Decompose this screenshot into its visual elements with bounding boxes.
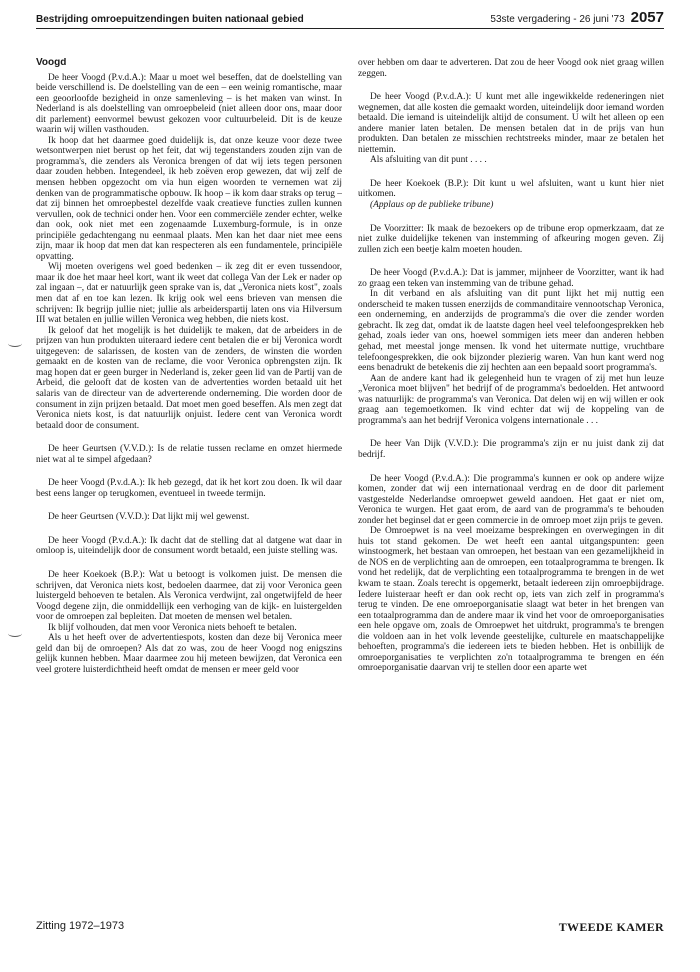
paragraph: De Omroepwet is na veel moeizame besprekingen en overwegingen in dit huis tot stand gekomen. De wet heeft een aantal uitgangspunten: geen winstoogmerk, het bestaan van omroepen, het bestaan van een gezamelijkheid in de NOS en de verplichting aan de omroepen, een totaalprogramma te brengen. Ik vond het redelijk, dat de verplichting een totaalprogramma te brengen in de wet kwam te staan. Zoals terecht is opgemerkt, betaalt iedereen zijn omroepbijdrage. Iedere luisteraar heeft er dan ook recht op, iets van zich zelf in programma's terug te vinden. De ene omroeporganisatie slaagt wat beter in het brengen van een totaalprogramma dan de andere maar ik vind het voor de omroeporganisaties een hele opgave om, zoals de Omroepwet het uitdrukt, programma's te brengen die voldoen aan in het volk levende geestelijke, culturele en maatschappelijke behoeften, programma's die iedereen iets te bieden hebben. Het is onbillijk de omroeporganisaties te verplichten zo'n totaalprogramma te brengen en één omroeporganisatie daarvan vrij te stellen door een aparte wet — [358, 526, 664, 674]
section-title: Voogd — [36, 58, 67, 68]
header-title: Bestrijding omroepuitzendingen buiten nationaal gebied — [36, 14, 304, 25]
margin-mark — [8, 340, 22, 347]
footer-session: Zitting 1972–1973 — [36, 920, 125, 932]
paragraph: De Voorzitter: Ik maak de bezoekers op de tribune erop opmerkzaam, dat ze niet zulke duidelijke tekenen van instemming of afkeuring mogen geven. Zij zullen zich een beetje kalm moeten houden. — [358, 223, 664, 255]
paragraph: De heer Geurtsen (V.V.D.): Dat lijkt mij wel gewenst. — [48, 512, 250, 523]
paragraph: De heer Koekoek (B.P.): Dit kunt u wel afsluiten, want u kunt hier niet uitkomen. — [358, 178, 664, 200]
paragraph: De heer Voogd (P.v.d.A.): Maar u moet wel beseffen, dat de doelstelling van beide verschillend is. De doelstelling van de een – een weinig romantische, maar een geoorloofde bezigheid in onze samenleving – is het maken van winst. In Nederland is als doelstelling van omroepbeleid (niet alleen door ons, maar door dit parlement) eenvormel bewust gekozen voor cultuurbeleid. Dit is de keuze waarin wij willen vasthouden. — [36, 72, 342, 136]
page-footer — [36, 920, 664, 935]
paragraph: Wij moeten overigens wel goed bedenken – ik zeg dit er even tussendoor, maar ik doe het maar heel kort, want ik weet dat collega Van der Lek er nader op zal ingaan –, dat er natuurlijk geen sprake van is, dat „Veronica niets kost", zoals men dat af en toe kan lezen. Ik krijg ook wel eens brieven van mensen die schrijven: Ik begrijp jullie niet; jullie als arbeiderspartij laten ons via Hilversum III wat betalen en jullie willen Veronica weg hebben, die niets kost. — [36, 262, 342, 326]
paragraph: De heer Van Dijk (V.V.D.): Die programma's zijn er nu juist dank zij dat bedrijf. — [358, 439, 664, 460]
text-columns — [36, 58, 664, 916]
paragraph: De heer Voogd (P.v.d.A.): Ik heb gezegd, dat ik het kort zou doen. Ik wil daar best eens langer op terugkomen, eventueel in tweede termijn. — [36, 478, 342, 499]
paragraph: De heer Voogd (P.v.d.A.): Die programma's kunnen er ook op andere wijze komen, zonder dat wij een internationaal verdrag en de door dit parlement vastgestelde Nederlandse omroepwet geweld aandoen. Het gaat er niet om, Veronica te wurgen. Het gaat erom, de aard van de programma's te behouden zonder het beginsel dat er geen commercie in de omroep moet zijn prijs te geven. — [358, 473, 664, 526]
header-right — [490, 9, 664, 28]
paragraph: De heer Koekoek (B.P.): Wat u betoogt is volkomen juist. De mensen die schrijven, dat Veronica niets kost, bedoelen daarmee, dat zij voor Veronica geen luistergeld behoeven te betalen. Als Veronica verdwijnt, zal ongetwijfeld de heer Voogd degene zijn, die onmiddellijk een verhoging van de kijk- en luistergelden voor de omroepen zal bepleiten. Dat moeten de mensen wel betalen. — [36, 569, 342, 623]
paragraph: De heer Voogd (P.v.d.A.): Dat is jammer, mijnheer de Voorzitter, want ik had zo graag een teken van instemming van de tribune gehad. — [358, 268, 664, 289]
paragraph: Als afsluiting van dit punt . . . . — [370, 155, 487, 166]
header-session: 53ste vergadering - 26 juni '73 — [490, 14, 625, 25]
paragraph: Ik blijf volhouden, dat men voor Veronica niets behoeft te betalen. — [48, 622, 297, 633]
paragraph: Ik hoop dat het daarmee goed duidelijk is, dat onze keuze voor deze twee wetsontwerpen niet berust op het feit, dat wij tegenstanders zouden zijn van de programma's, die zenders als Veronica brengen of dat wij iets tegen personen daar zouden hebben. Integendeel, ik heb zoëven erop gewezen, dat wij zelf de mensen hebben opgezocht om via hun eigen woorden te vernemen wat zij denken van de programmatische opbouw. Ik hoop – ik kom daar straks op terug – dat zij binnen het omroepbestel dezelfde vaak creatieve functies zullen kunnen vervullen, ook de technici onder hen. Voor een commerciële zender echter, welke dan ook, ook niet met een zogenaamde Luxemburg-formule, is in onze principiële gedachtengang nu eenmaal plaats. Men kan het daar niet mee eens zijn, maar ik hoop dat men dat kan respecteren als een fundamentele, principiële opvatting. — [36, 135, 342, 262]
running-header — [36, 6, 664, 29]
paragraph: Ik geloof dat het mogelijk is het duidelijk te maken, dat de arbeiders in de prijzen van hun produkten uiteraard iedere cent betalen die er bij Veronica wordt uitgegeven: de salarissen, de kosten van de zenders, de winsten die worden gemaakt en de kosten van de reclame, die voor Veronica opbrengsten zijn. Ik mag hopen dat er geen burger in Nederland is, zeker geen lid van de Partij van de Arbeid, die gelooft dat de kosten van de advertenties worden betaald uit het salaris van de directeur van de adverterende onderneming. Die worden door de consument in zijn prijzen betaald. Dat moet men goed beseffen. Als men zegt dat Veronica niets kost, is dat natuurlijk onjuist. Iedere cent van Veronica wordt betaald door de consument. — [36, 325, 342, 431]
right-column — [358, 58, 664, 916]
paragraph: Als u het heeft over de advertentiespots, kosten dan deze bij Veronica meer geld dan bij de omroepen? Als dat zo was, zou de heer Voogd nog enigszins gelijk kunnen hebben. Maar daarmee zou hij meteen bewijzen, dat Veronica een veel grotere luisterdichtheid heeft omdat de mensen er meer geld voor — [36, 633, 342, 675]
paragraph: In dit verband en als afsluiting van dit punt lijkt het mij nuttig een onderscheid te maken tussen enerzijds de commanditaire vennootschap Veronica, een onderneming, en anderzijds de programma's die over die zender worden gebracht. Ik zeg dat, omdat ik de laatste dagen heel veel telefoongesprekken heb gehad, zoals ieder van ons, hoewel sommigen iets meer dan anderen hebben gehad, met meestal jonge mensen. Ik vond het uitermate nuttige, vruchtbare telefoongesprekken, die ook bijzonder plezierig waren. Van hun kant werd nog eens benadrukt de betekenis die zij hechten aan een bepaald soort programma's. — [358, 289, 664, 374]
left-column — [36, 58, 342, 916]
footer-chamber: TWEEDE KAMER — [558, 920, 664, 934]
paragraph: over hebben om daar te adverteren. Dat zou de heer Voogd ook niet graag willen zeggen. — [358, 58, 664, 79]
paragraph: De heer Voogd (P.v.d.A.): Ik dacht dat de stelling dat al datgene wat daar in omloop is, uiteindelijk door de consument wordt betaald, een juiste stelling was. — [36, 535, 342, 557]
paragraph: De heer Geurtsen (V.V.D.): Is de relatie tussen reclame en omzet hiermede niet wat al te simpel afgedaan? — [36, 444, 342, 465]
paragraph: De heer Voogd (P.v.d.A.): U kunt met alle ingewikkelde redeneringen niet wegnemen, dat alle kosten die gemaakt worden, uiteindelijk door iemand worden betaald. Die iemand is uiteindelijk altijd de consument. U wilt het alleen op een andere manier laten betalen. De mensen betalen dat in de prijs van hun produkten. Dan betalen ze misschien rechtstreeks minder, maar ze betalen het niettemin. — [358, 92, 664, 155]
paragraph: Aan de andere kant had ik gelegenheid hun te vragen of zij met hun leuze „Veronica moet blijven" het bedrijf of de programma's bedoelden. Het antwoord was natuurlijk: de programma's van Veronica. Dat delen wij en wij willen er ook graag aan tegemoetkomen. Ik vind echter dat wij de koppeling van de programma's aan het bedrijf Veronica volgens internationale . . . — [358, 373, 664, 426]
margin-mark — [8, 630, 22, 637]
page-number: 2057 — [630, 9, 664, 26]
stage-direction: (Applaus op de publieke tribune) — [370, 200, 494, 211]
